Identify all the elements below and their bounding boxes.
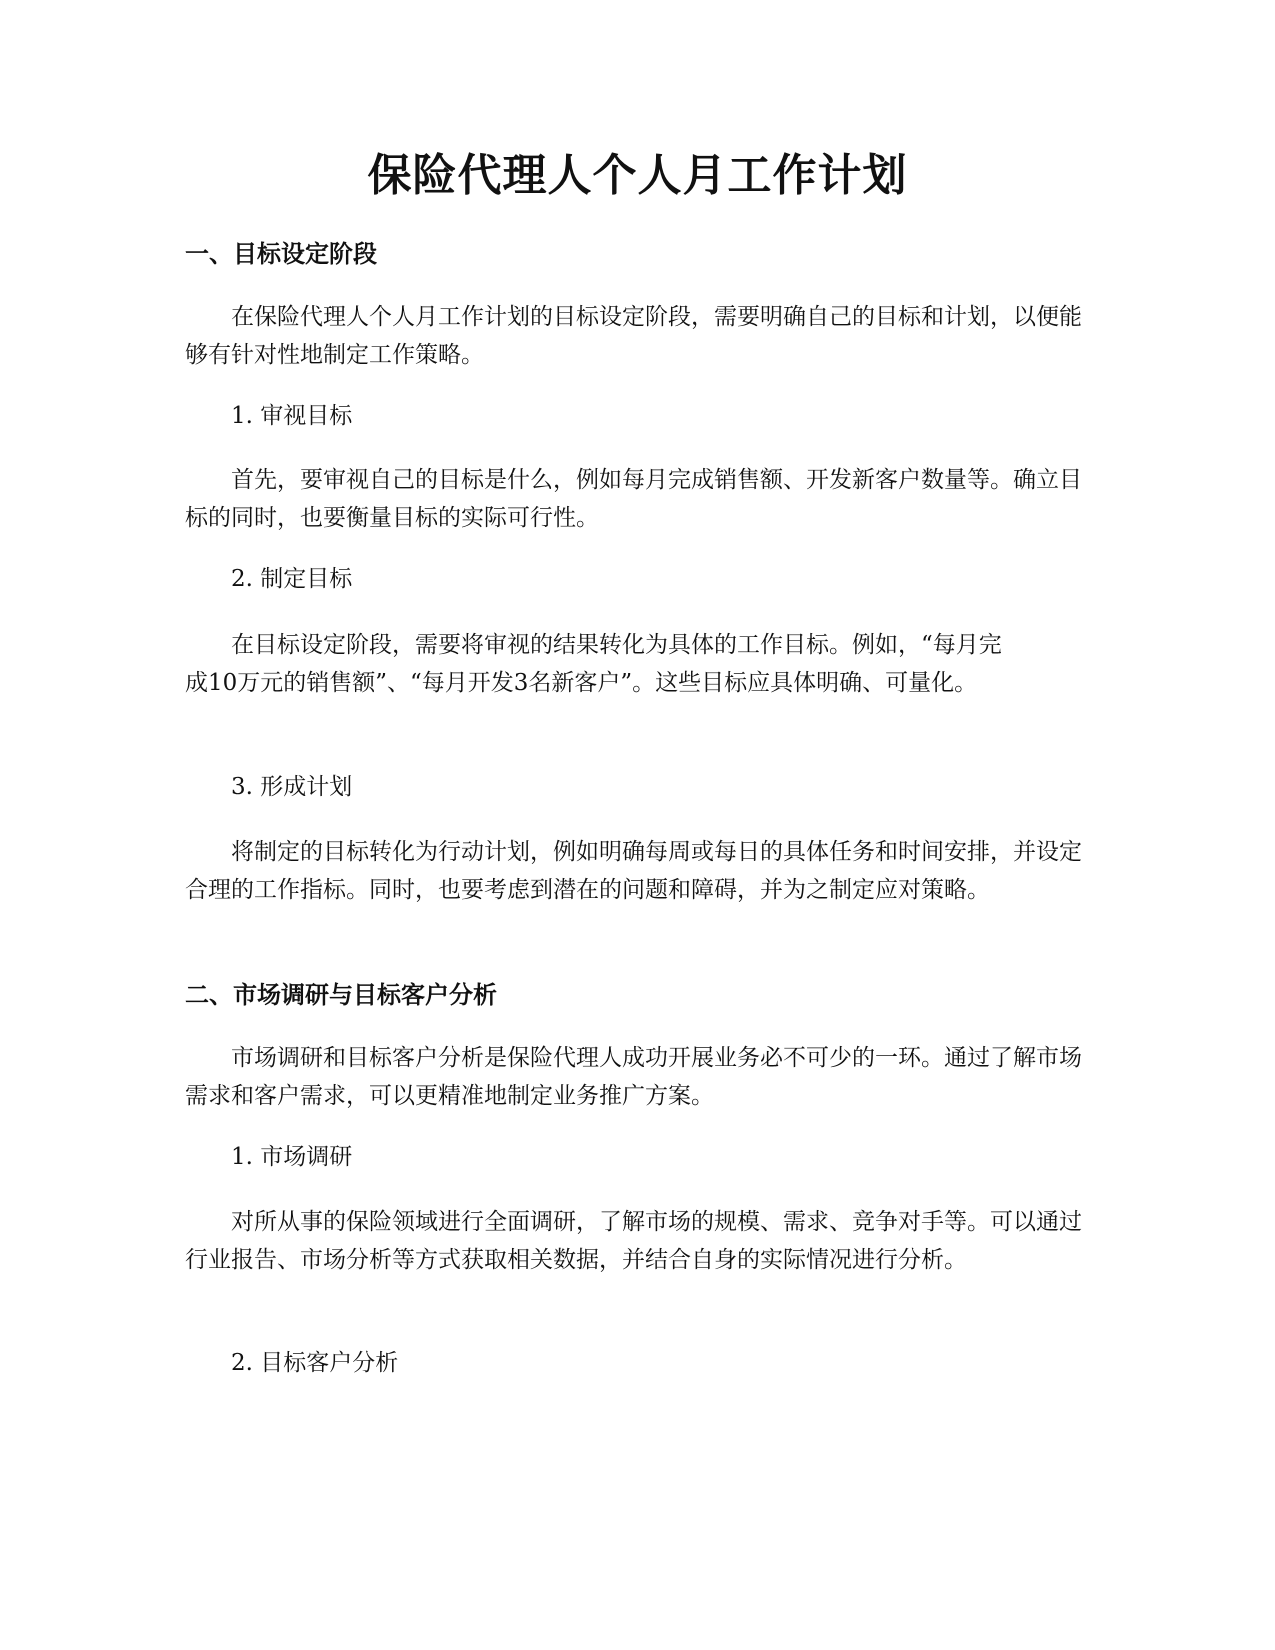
list-item-label: 1. 审视目标 [231, 403, 353, 429]
list-item-paragraph: 将制定的目标转化为行动计划，例如明确每周或每日的具体任务和时间安排，并设定合理的工作指标。同时，也要考虑到潜在的问题和障碍，并为之制定应对策略。 [185, 839, 1082, 903]
document-title: 保险代理人个人月工作计划 [367, 150, 908, 201]
section-heading: 一、目标设定阶段 [185, 240, 377, 268]
list-item-paragraph: 对所从事的保险领域进行全面调研，了解市场的规模、需求、竞争对手等。可以通过行业报告、市场分析等方式获取相关数据，并结合自身的实际情况进行分析。 [185, 1209, 1082, 1273]
section-intro-paragraph: 市场调研和目标客户分析是保险代理人成功开展业务必不可少的一环。通过了解市场需求和客户需求，可以更精准地制定业务推广方案。 [185, 1045, 1082, 1109]
list-item-label: 3. 形成计划 [231, 774, 353, 800]
list-item-paragraph: 在目标设定阶段，需要将审视的结果转化为具体的工作目标。例如，“每月完成10万元的销售额”、“每月开发3名新客户”。这些目标应具体明确、可量化。 [185, 632, 1002, 696]
list-item-label: 2. 目标客户分析 [231, 1350, 399, 1376]
section-heading: 二、市场调研与目标客户分析 [185, 981, 497, 1009]
list-item-label: 1. 市场调研 [231, 1144, 353, 1170]
section-intro-paragraph: 在保险代理人个人月工作计划的目标设定阶段，需要明确自己的目标和计划，以便能够有针对性地制定工作策略。 [185, 304, 1082, 368]
list-item-label: 2. 制定目标 [231, 566, 353, 592]
list-item-paragraph: 首先，要审视自己的目标是什么，例如每月完成销售额、开发新客户数量等。确立目标的同时，也要衡量目标的实际可行性。 [185, 467, 1082, 531]
